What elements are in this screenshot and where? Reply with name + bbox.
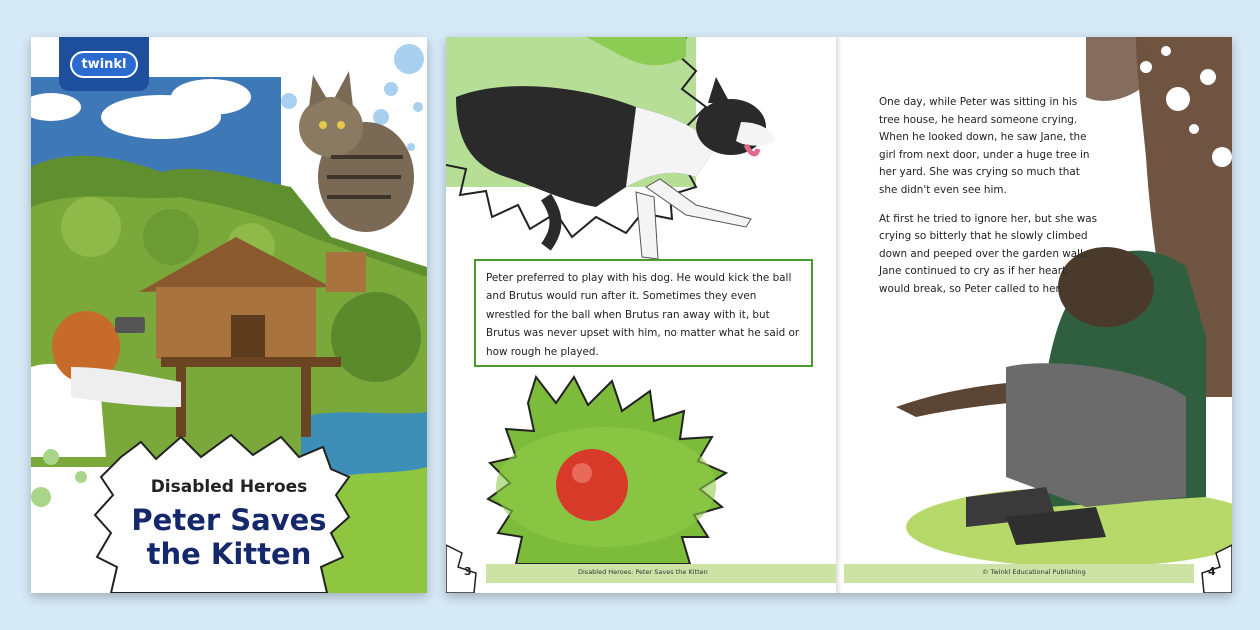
page3-footer-text: Disabled Heroes: Peter Saves the Kitten xyxy=(578,568,708,576)
page4-paragraph-2: At first he tried to ignore her, but she was crying so bitterly that he slowly climbed down and peeped over the garden wall. Jane continued to cry as if her heart would break, so Peter called to her. xyxy=(879,212,1097,295)
cover-title-block xyxy=(31,477,427,571)
page-number-3: 3 xyxy=(464,565,472,578)
page4-footer-text: © Twinkl Educational Publishing xyxy=(982,568,1086,576)
book-cover[interactable] xyxy=(31,37,427,593)
series-title: Disabled Heroes xyxy=(150,477,308,497)
book-spread[interactable] xyxy=(446,37,1232,593)
spread-gutter xyxy=(836,37,844,593)
page3-story-text: Peter preferred to play with his dog. He would kick the ball and Brutus would run after it. Sometimes they even wrestled for the ball when Brutus ran away with it, but Brutus was never upset with him, no matter what he said or how rough he played. xyxy=(486,272,800,358)
page-number-4: 4 xyxy=(1208,565,1216,578)
book-title: Peter Saves the Kitten xyxy=(131,503,327,571)
twinkl-logo xyxy=(59,37,149,91)
page3-text-box xyxy=(474,259,813,367)
page4-paragraph-1: One day, while Peter was sitting in his tree house, he heard someone crying. When he looked down, he saw Jane, the girl from next door, under a huge tree in her yard. She was crying so much that she didn't even see him. xyxy=(879,96,1090,196)
page4-text xyxy=(879,94,1099,310)
logo-text: twinkl xyxy=(70,51,137,78)
